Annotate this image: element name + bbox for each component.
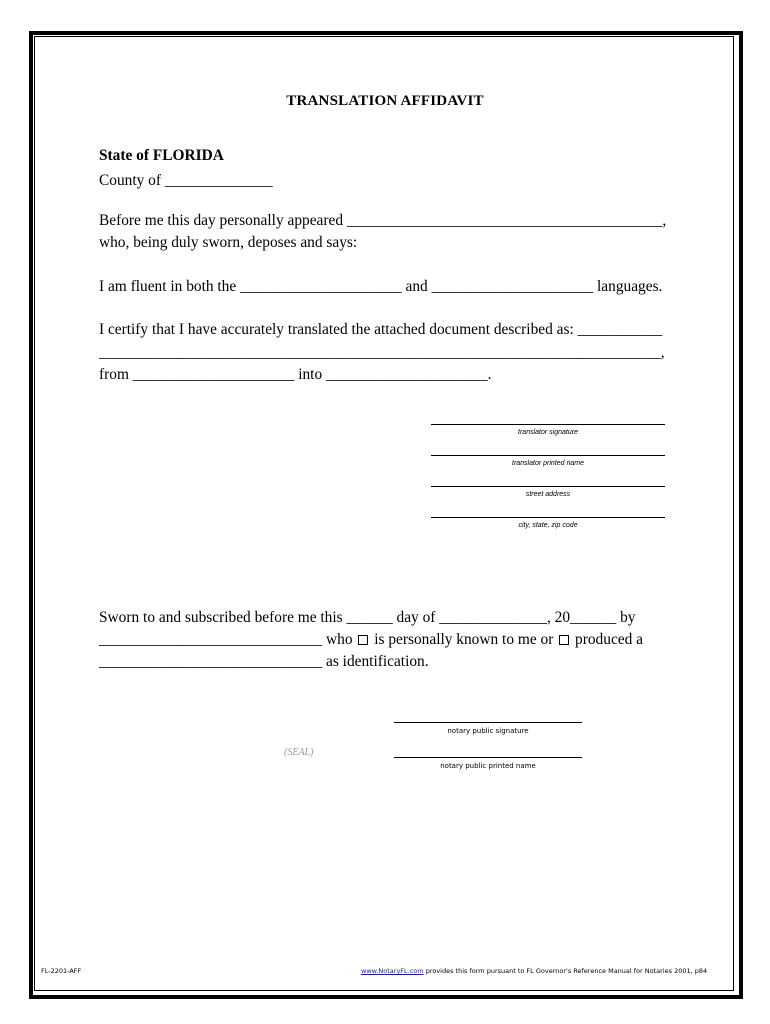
certify-line: I certify that I have accurately translated the attached document described as: ___________ <box>99 321 663 338</box>
who-line-produced: produced a <box>571 631 643 648</box>
translator-signature-line <box>431 424 665 425</box>
translator-printed-name-line <box>431 455 665 456</box>
city-state-zip-line <box>431 517 665 518</box>
notary-printed-name-line <box>394 757 582 758</box>
fluent-line: I am fluent in both the _____________________ and _____________________ languages. <box>99 278 663 295</box>
description-blank-line: _________________________________________________________________________, <box>99 344 665 361</box>
who-line <box>99 631 643 649</box>
notary-printed-name-label: notary public printed name <box>440 762 536 770</box>
county-line: County of ______________ <box>99 172 273 189</box>
appeared-line: Before me this day personally appeared _________________________________________, <box>99 212 667 229</box>
street-address-label: street address <box>525 491 571 498</box>
sworn-subscribed-line: Sworn to and subscribed before me this ______ day of ______________, 20______ by <box>99 609 636 626</box>
notary-signature-label: notary public signature <box>447 727 529 735</box>
street-address-line <box>431 486 665 487</box>
state-line: State of FLORIDA <box>99 147 224 164</box>
personally-known-checkbox[interactable] <box>358 635 368 645</box>
form-id: FL-2201-AFF <box>41 967 82 975</box>
document-title: TRANSLATION AFFIDAVIT <box>286 93 484 109</box>
translator-signature-label: translator signature <box>518 429 578 436</box>
sworn-line: who, being duly sworn, deposes and says: <box>99 234 358 251</box>
city-state-zip-label: city, state, zip code <box>518 522 578 529</box>
identification-line: _____________________________ as identification. <box>99 653 429 670</box>
notaryfl-link[interactable]: www.NotaryFL.com <box>361 967 424 975</box>
footer-provides-text: provides this form pursuant to FL Governor's Reference Manual for Notaries 2001, p84 <box>423 967 708 975</box>
produced-id-checkbox[interactable] <box>559 635 569 645</box>
from-into-line: from _____________________ into _____________________. <box>99 366 492 383</box>
who-line-known: is personally known to me or <box>370 631 558 648</box>
footer-note <box>361 967 707 975</box>
notary-signature-line <box>394 722 582 723</box>
translator-printed-name-label: translator printed name <box>512 460 584 467</box>
who-line-start: _____________________________ who <box>99 631 357 648</box>
seal-placeholder: (SEAL) <box>284 747 314 758</box>
